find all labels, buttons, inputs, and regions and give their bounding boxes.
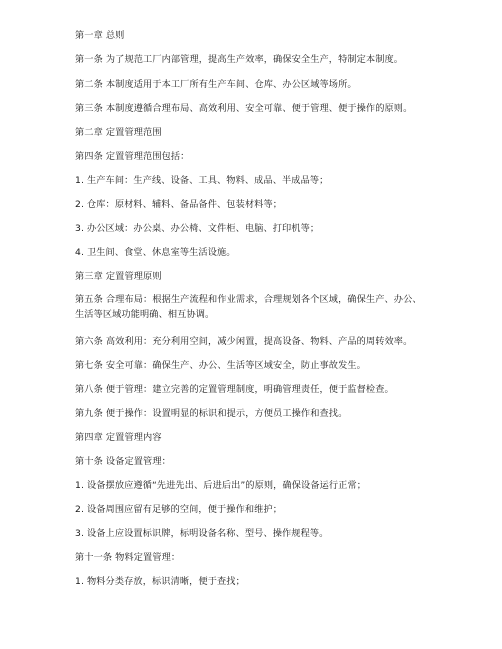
chapter-4-heading: 第四章 定置管理内容 xyxy=(75,432,162,443)
article-11: 第十一条 物料定置管理： xyxy=(75,552,181,563)
list-item: 3. 设备上应设置标识牌，标明设备名称、型号、操作规程等。 xyxy=(75,528,329,539)
article-9: 第九条 便于操作：设置明显的标识和提示，方便员工操作和查找。 xyxy=(75,408,348,419)
list-item: 1. 物料分类存放，标识清晰，便于查找； xyxy=(75,576,245,587)
chapter-2-heading: 第二章 定置管理范围 xyxy=(75,127,162,138)
article-7: 第七条 安全可靠：确保生产、办公、生活等区域安全，防止事故发生。 xyxy=(75,360,366,371)
article-6: 第六条 高效利用：充分利用空间，减少闲置，提高设备、物料、产品的周转效率。 xyxy=(75,336,413,347)
list-item: 1. 设备摆放应遵循“先进先出、后进后出”的原则，确保设备运行正常； xyxy=(75,480,367,491)
list-item: 4. 卫生间、食堂、休息室等生活设施。 xyxy=(75,247,236,258)
article-5: 第五条 合理布局：根据生产流程和作业需求，合理规划各个区域，确保生产、办公、生活等区域功能明确、相互协调。 xyxy=(75,294,422,320)
article-1: 第一条 为了规范工厂内部管理，提高生产效率，确保安全生产，特制定本制度。 xyxy=(75,54,404,65)
article-10: 第十条 设备定置管理： xyxy=(75,456,171,467)
list-item: 1. 生产车间：生产线、设备、工具、物料、成品、半成品等； xyxy=(75,175,329,186)
article-8: 第八条 便于管理：建立完善的定置管理制度，明确管理责任，便于监督检查。 xyxy=(75,384,394,395)
chapter-1-heading: 第一章 总则 xyxy=(75,30,125,41)
article-2: 第二条 本制度适用于本工厂所有生产车间、仓库、办公区域等场所。 xyxy=(75,79,357,90)
article-4: 第四条 定置管理范围包括： xyxy=(75,151,190,162)
list-item: 3. 办公区域：办公桌、办公椅、文件柜、电脑、打印机等； xyxy=(75,223,320,234)
chapter-3-heading: 第三章 定置管理原则 xyxy=(75,271,162,282)
list-item: 2. 设备周围应留有足够的空间，便于操作和维护； xyxy=(75,504,283,515)
article-3: 第三条 本制度遵循合理布局、高效利用、安全可靠、便于管理、便于操作的原则。 xyxy=(75,103,413,114)
list-item: 2. 仓库：原材料、辅料、备品备件、包装材料等； xyxy=(75,199,283,210)
